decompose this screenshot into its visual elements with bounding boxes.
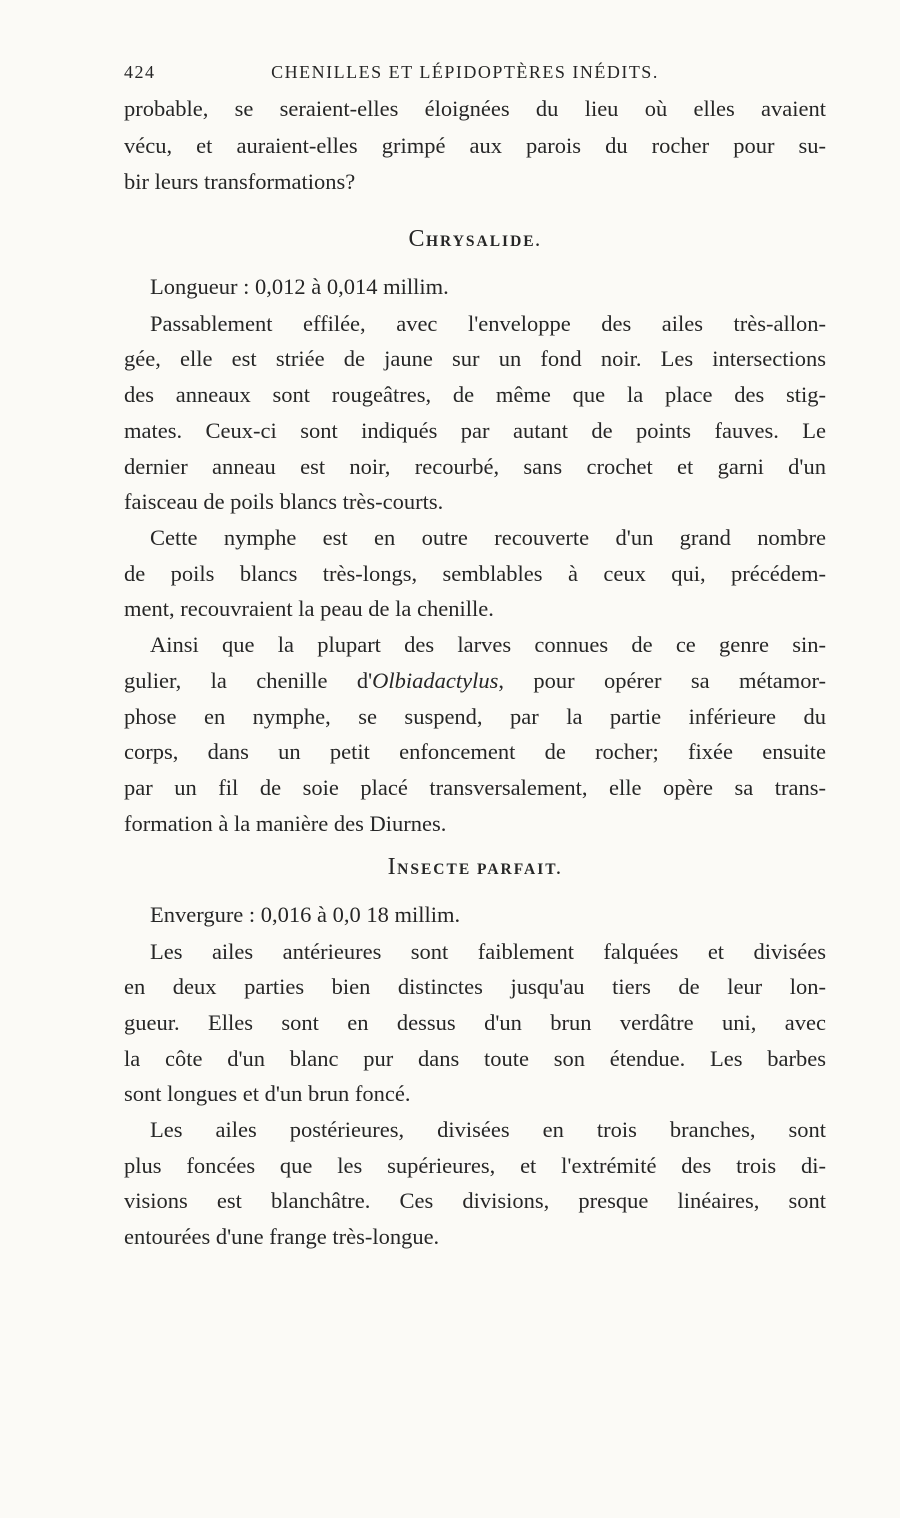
text-line: la côte d'un blanc pur dans toute son étendue. Les barbes	[124, 1046, 826, 1071]
text-line: par un fil de soie placé transversalement, elle opère sa trans-	[124, 775, 826, 800]
text-line: corps, dans un petit enfoncement de rocher; fixée ensuite	[124, 739, 826, 764]
section-heading-insecte-parfait	[124, 852, 826, 882]
text-line: gée, elle est striée de jaune sur un fond noir. Les intersections	[124, 346, 826, 371]
heading-rest: NSECTE PARFAIT.	[397, 861, 563, 878]
text-line-with-species	[124, 666, 826, 696]
page-number: 424	[124, 62, 156, 82]
text-line: Les ailes antérieures sont faiblement falquées et divisées	[150, 939, 826, 964]
text-segment: , pour opérer sa métamor-	[498, 668, 826, 693]
text-line: plus foncées que les supérieures, et l'extrémité des trois di-	[124, 1153, 826, 1178]
heading-initial: I	[387, 854, 398, 880]
text-line: en deux parties bien distinctes jusqu'au tiers de leur lon-	[124, 974, 826, 999]
text-line: des anneaux sont rougeâtres, de même que la place des stig-	[124, 382, 826, 407]
text-line: formation à la manière des Diurnes.	[124, 811, 447, 836]
text-line: bir leurs transformations?	[124, 169, 356, 194]
text-line: ment, recouvraient la peau de la chenille.	[124, 596, 494, 621]
dimension-line: Longueur : 0,012 à 0,014 millim.	[150, 274, 449, 299]
section-heading-chrysalide	[124, 224, 826, 254]
text-line: probable, se seraient-elles éloignées du lieu où elles avaient	[124, 96, 826, 121]
text-line: phose en nymphe, se suspend, par la partie inférieure du	[124, 704, 826, 729]
text-line: sont longues et d'un brun foncé.	[124, 1081, 411, 1106]
text-line: mates. Ceux-ci sont indiqués par autant de points fauves. Le	[124, 418, 826, 443]
text-line: Ainsi que la plupart des larves connues de ce genre sin-	[150, 632, 826, 657]
text-line: entourées d'une frange très-longue.	[124, 1224, 440, 1249]
running-header	[124, 62, 824, 90]
text-line: faisceau de poils blancs très-courts.	[124, 489, 444, 514]
text-segment: gulier, la chenille d'	[124, 668, 373, 693]
dimension-line: Envergure : 0,016 à 0,0 18 millim.	[150, 902, 461, 927]
text-line: vécu, et auraient-elles grimpé aux parois du rocher pour su-	[124, 133, 826, 158]
text-line: Cette nymphe est en outre recouverte d'un grand nombre	[150, 525, 826, 550]
heading-rest: HRYSALIDE.	[426, 233, 542, 250]
species-name: Olbiadactylus	[372, 668, 499, 693]
text-line: dernier anneau est noir, recourbé, sans crochet et garni d'un	[124, 454, 826, 479]
heading-initial: C	[408, 226, 426, 252]
text-line: Passablement effilée, avec l'enveloppe des ailes très-allon-	[150, 311, 826, 336]
text-line: Les ailes postérieures, divisées en trois branches, sont	[150, 1117, 826, 1142]
text-line: de poils blancs très-longs, semblables à ceux qui, précédem-	[124, 561, 826, 586]
running-title: CHENILLES ET LÉPIDOPTÈRES INÉDITS.	[271, 62, 659, 82]
text-line: visions est blanchâtre. Ces divisions, presque linéaires, sont	[124, 1188, 826, 1213]
text-line: gueur. Elles sont en dessus d'un brun verdâtre uni, avec	[124, 1010, 826, 1035]
